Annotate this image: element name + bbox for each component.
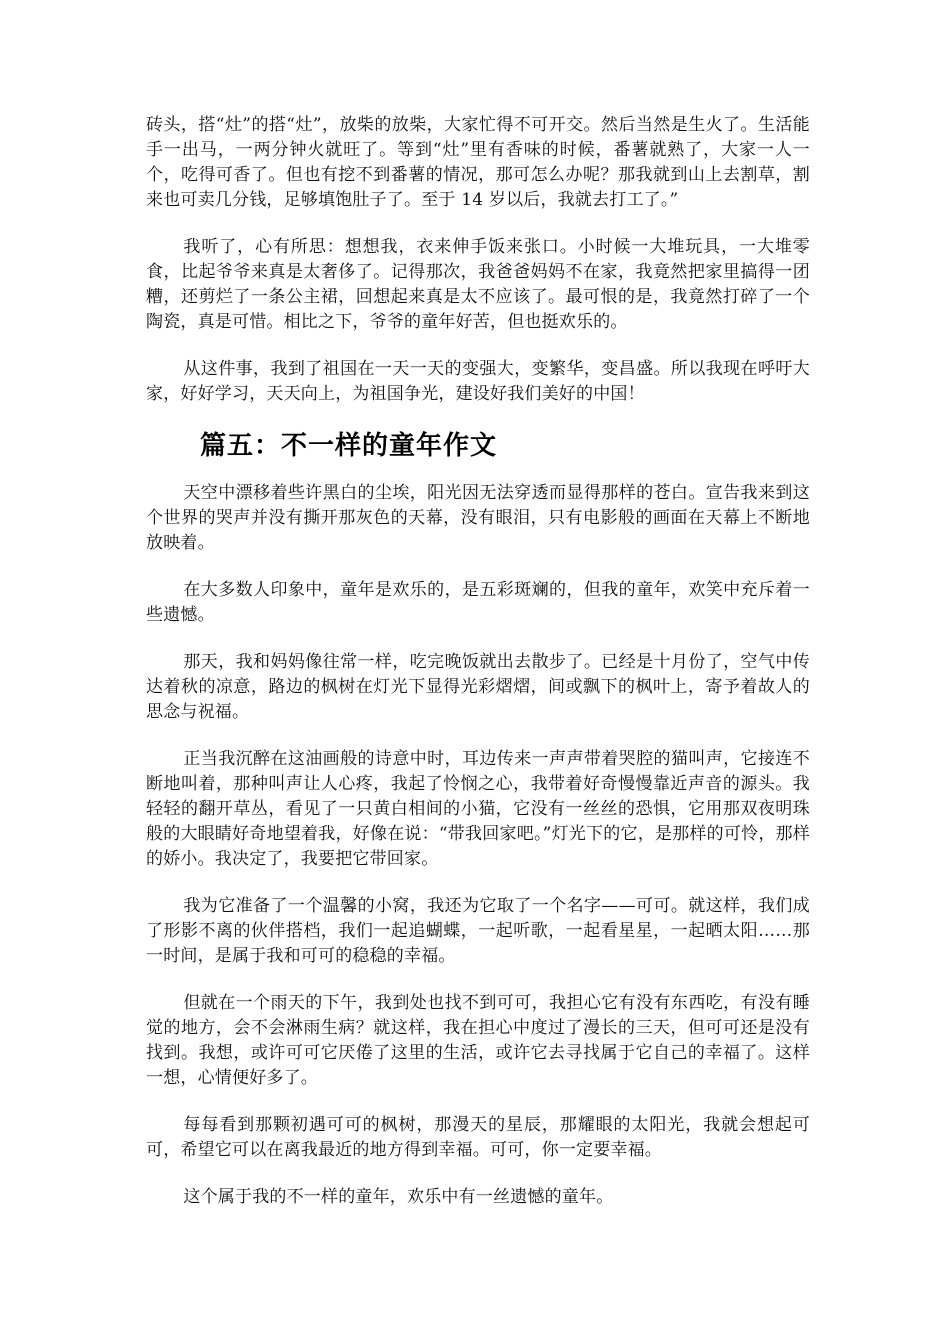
document-body	[146, 113, 810, 1232]
paragraph: 每每看到那颗初遇可可的枫树，那漫天的星辰，那耀眼的太阳光，我就会想起可可，希望它可以在离我最近的地方得到幸福。可可，你一定要幸福。	[146, 1115, 810, 1160]
paragraph: 天空中漂移着些许黑白的尘埃，阳光因无法穿透而显得那样的苍白。宣告我来到这个世界的哭声并没有撕开那灰色的天幕，没有眼泪，只有电影般的画面在天幕上不断地放映着。	[146, 483, 810, 553]
paragraph: 这个属于我的不一样的童年，欢乐中有一丝遗憾的童年。	[183, 1187, 614, 1207]
paragraph: 在大多数人印象中，童年是欢乐的，是五彩斑斓的，但我的童年，欢笑中充斥着一些遗憾。	[146, 580, 810, 625]
section-heading: 篇五：不一样的童年作文	[200, 431, 498, 461]
paragraph: 从这件事，我到了祖国在一天一天的变强大，变繁华，变昌盛。所以我现在呼吁大家，好好学习，天天向上，为祖国争光，建设好我们美好的中国！	[146, 359, 810, 404]
paragraph: 那天，我和妈妈像往常一样，吃完晚饭就出去散步了。已经是十月份了，空气中传达着秋的凉意，路边的枫树在灯光下显得光彩熠熠，间或飘下的枫叶上，寄予着故人的思念与祝福。	[146, 652, 810, 722]
paragraph: 我听了，心有所思：想想我，衣来伸手饭来张口。小时候一大堆玩具，一大堆零食，比起爷爷来真是太奢侈了。记得那次，我爸爸妈妈不在家，我竟然把家里搞得一团糟，还剪烂了一条公主裙，回想起来真是太不应该了。最可恨的是，我竟然打碎了一个陶瓷，真是可惜。相比之下，爷爷的童年好苦，但也挺欢乐的。	[146, 237, 810, 332]
paragraph: 但就在一个雨天的下午，我到处也找不到可可，我担心它有没有东西吃，有没有睡觉的地方，会不会淋雨生病？就这样，我在担心中度过了漫长的三天，但可可还是没有找到。我想，或许可可它厌倦了这里的生活，或许它去寻找属于它自己的幸福了。这样一想，心情便好多了。	[146, 993, 810, 1088]
paragraph: 我为它准备了一个温馨的小窝，我还为它取了一个名字——可可。就这样，我们成了形影不离的伙伴搭档，我们一起追蝴蝶，一起听歌，一起看星星，一起晒太阳……那一时间，是属于我和可可的稳稳的幸福。	[146, 896, 810, 966]
paragraph: 正当我沉醉在这油画般的诗意中时，耳边传来一声声带着哭腔的猫叫声，它接连不断地叫着，那种叫声让人心疼，我起了怜悯之心，我带着好奇慢慢靠近声音的源头。我轻轻的翻开草丛，看见了一只黄白相间的小猫，它没有一丝丝的恐惧，它用那双夜明珠般的大眼睛好奇地望着我，好像在说：“带我回家吧。”灯光下的它，是那样的可怜，那样的娇小。我决定了，我要把它带回家。	[146, 749, 810, 869]
paragraph-continuation: 砖头，搭“灶”的搭“灶”，放柴的放柴，大家忙得不可开交。然后当然是生火了。生活能手一出马，一两分钟火就旺了。等到“灶”里有香味的时候，番薯就熟了，大家一人一个，吃得可香了。但也有挖不到番薯的情况，那可怎么办呢？那我就到山上去割草，割来也可卖几分钱，足够填饱肚子了。至于 14 岁以后，我就去打工了。”	[146, 115, 810, 210]
